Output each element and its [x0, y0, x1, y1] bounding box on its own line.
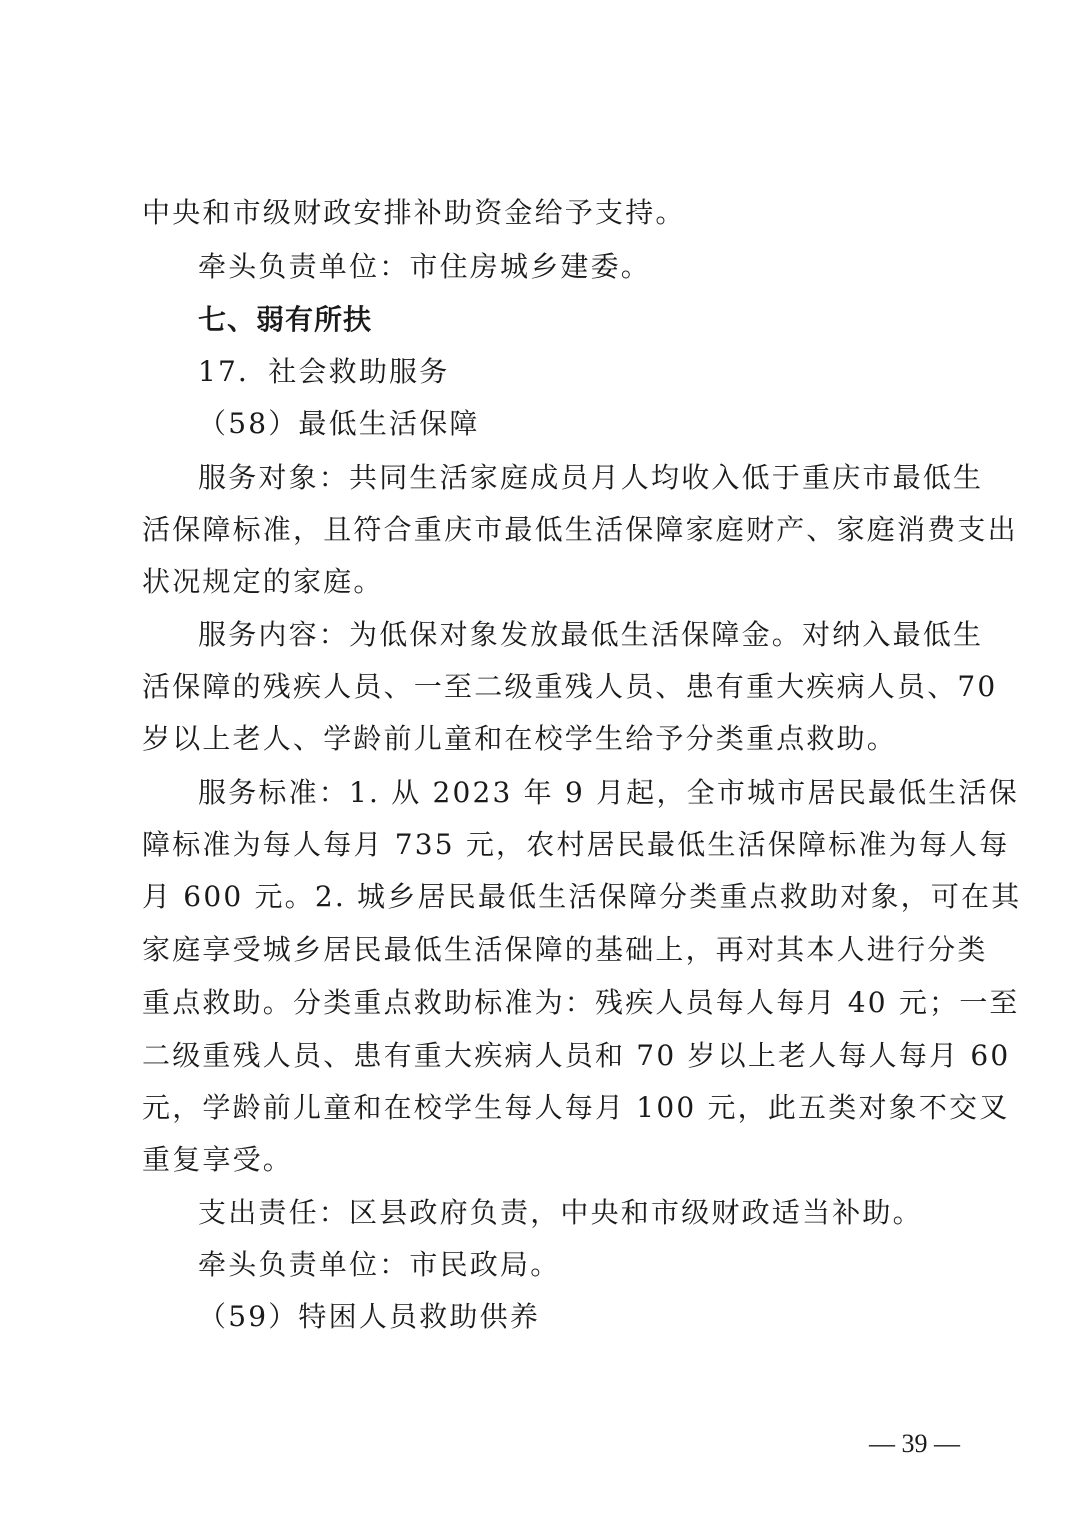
service-target-line-3: 状况规定的家庭。	[142, 565, 384, 598]
service-standard-line-8: 重复享受。	[142, 1143, 294, 1176]
service-content-line-3: 岁以上老人、学龄前儿童和在校学生给予分类重点救助。	[142, 722, 898, 755]
service-standard-line-4: 家庭享受城乡居民最低生活保障的基础上，再对其本人进行分类	[142, 933, 988, 966]
service-standard-line-5: 重点救助。分类重点救助标准为：残疾人员每人每月 40 元；一至	[142, 986, 1020, 1019]
service-standard-line-3: 月 600 元。2. 城乡居民最低生活保障分类重点救助对象，可在其	[142, 880, 1022, 913]
lead-unit-civil-affairs: 牵头负责单位：市民政局。	[198, 1248, 561, 1281]
service-standard-line-1: 服务标准：1. 从 2023 年 9 月起，全市城市居民最低生活保	[198, 776, 1019, 809]
expenditure-responsibility: 支出责任：区县政府负责，中央和市级财政适当补助。	[198, 1196, 923, 1229]
paragraph-continuation: 中央和市级财政安排补助资金给予支持。	[142, 196, 686, 229]
service-content-line-1: 服务内容：为低保对象发放最低生活保障金。对纳入最低生	[198, 618, 984, 651]
service-content-line-2: 活保障的残疾人员、一至二级重残人员、患有重大疾病人员、70	[142, 670, 998, 703]
lead-unit-housing: 牵头负责单位：市住房城乡建委。	[198, 250, 652, 283]
service-target-line-1: 服务对象：共同生活家庭成员月人均收入低于重庆市最低生	[198, 461, 984, 494]
item-heading-59: （59）特困人员救助供养	[198, 1300, 541, 1333]
page-number: — 39 —	[869, 1429, 960, 1458]
service-target-line-2: 活保障标准，且符合重庆市最低生活保障家庭财产、家庭消费支出	[142, 513, 1018, 546]
item-heading-58: （58）最低生活保障	[198, 407, 480, 440]
service-standard-line-7: 元，学龄前儿童和在校学生每人每月 100 元，此五类对象不交叉	[142, 1091, 1010, 1124]
service-standard-line-6: 二级重残人员、患有重大疾病人员和 70 岁以上老人每人每月 60	[142, 1039, 1011, 1072]
service-standard-line-2: 障标准为每人每月 735 元，农村居民最低生活保障标准为每人每	[142, 828, 1010, 861]
subsection-heading: 17．社会救助服务	[198, 355, 450, 388]
section-heading: 七、弱有所扶	[198, 303, 373, 336]
